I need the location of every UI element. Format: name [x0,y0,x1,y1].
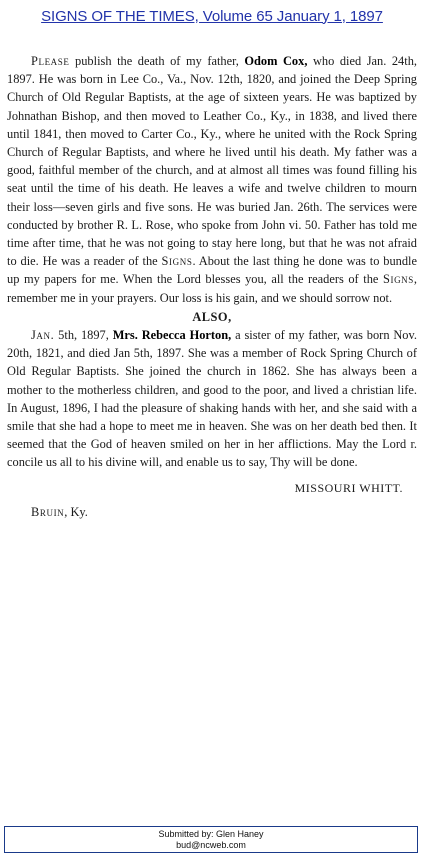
also-heading: ALSO, [192,309,232,324]
lead-word: Jan. [31,328,55,343]
submitted-by-text: Submitted by: Glen Haney [158,828,264,839]
submitter-email: bud@ncweb.com [176,839,246,850]
paragraph-text: a sister of my father, was born Nov. 20th, 1821, and died Jan 5th, 1897. She was a member of Rock Spring Church of Old Regular Baptists. She joined the church in 1862. She has always been a mother to the motherless children, and good to the poor, and lived a christian life. In August, 1896, I had the pleasure of shaking hands with her, and she said with a smile that she had a hope to meet me in heaven. She was on her death bed then. It seemed that the God of heaven smiled on her in her afflictions. May the Lord r. concile us all to his divine will, and enable us to say, Thy will be done. [7,328,417,470]
paragraph-text: . About the last thing he done was to bundle up my papers for me. When the Lord blesses you, all the readers of the [7,254,417,287]
submission-credit-box [4,826,418,853]
deceased-name: Mrs. Rebecca Horton, [112,328,232,343]
paragraph-text: who died Jan. 24th, 1897. He was born in Lee Co., Va., Nov. 12th, 1820, and joined the Deep Spring Church of Old Regular Baptists, at the age of sixteen years. He was baptized by Johnathan Bishop, and then moved to Leather Co., Ky., in 1838, and lived there until 1841, then moved to Carter Co., Ky., where he united with the Rock Spring Church of Regular Baptists, and where he lived until his death. My father was a good, faithful member of the church, and at almost all times was found filling his seat until the time of his death. He leaves a wife and twelve children to mourn their loss—seven girls and five sons. He was buried Jan. 26th. The services were conducted by brother R. L. Rose, who spoke from John vi. 50. Father has told me time after time, that he was not going to stay here long, but that he was not afraid to die. He was a reader of the [7,54,417,269]
page-header [0,0,424,32]
author-signature: MISSOURI WHITT. [294,480,403,495]
page-title: SIGNS OF THE TIMES, Volume 65 January 1, 1897 [41,7,383,25]
obituary-paragraph-rebecca-horton [7,326,417,472]
paragraph-text: publish the death of my father, [69,54,245,68]
obituary-paragraph-odom-cox [7,52,417,307]
paragraph-text: , remember me in your prayers. Our loss is his gain, and we should sorrow not. [7,272,417,305]
deceased-name: Odom Cox, [244,54,308,68]
place-state: , Ky. [64,504,88,519]
publication-name: Signs [382,272,414,287]
place-name: Bruin [31,504,65,519]
author-location [31,503,417,521]
lead-word: Please [31,54,70,68]
obituary-article [7,52,417,521]
publication-name: Signs [161,254,193,269]
paragraph-text: 5th, 1897, [54,328,113,343]
